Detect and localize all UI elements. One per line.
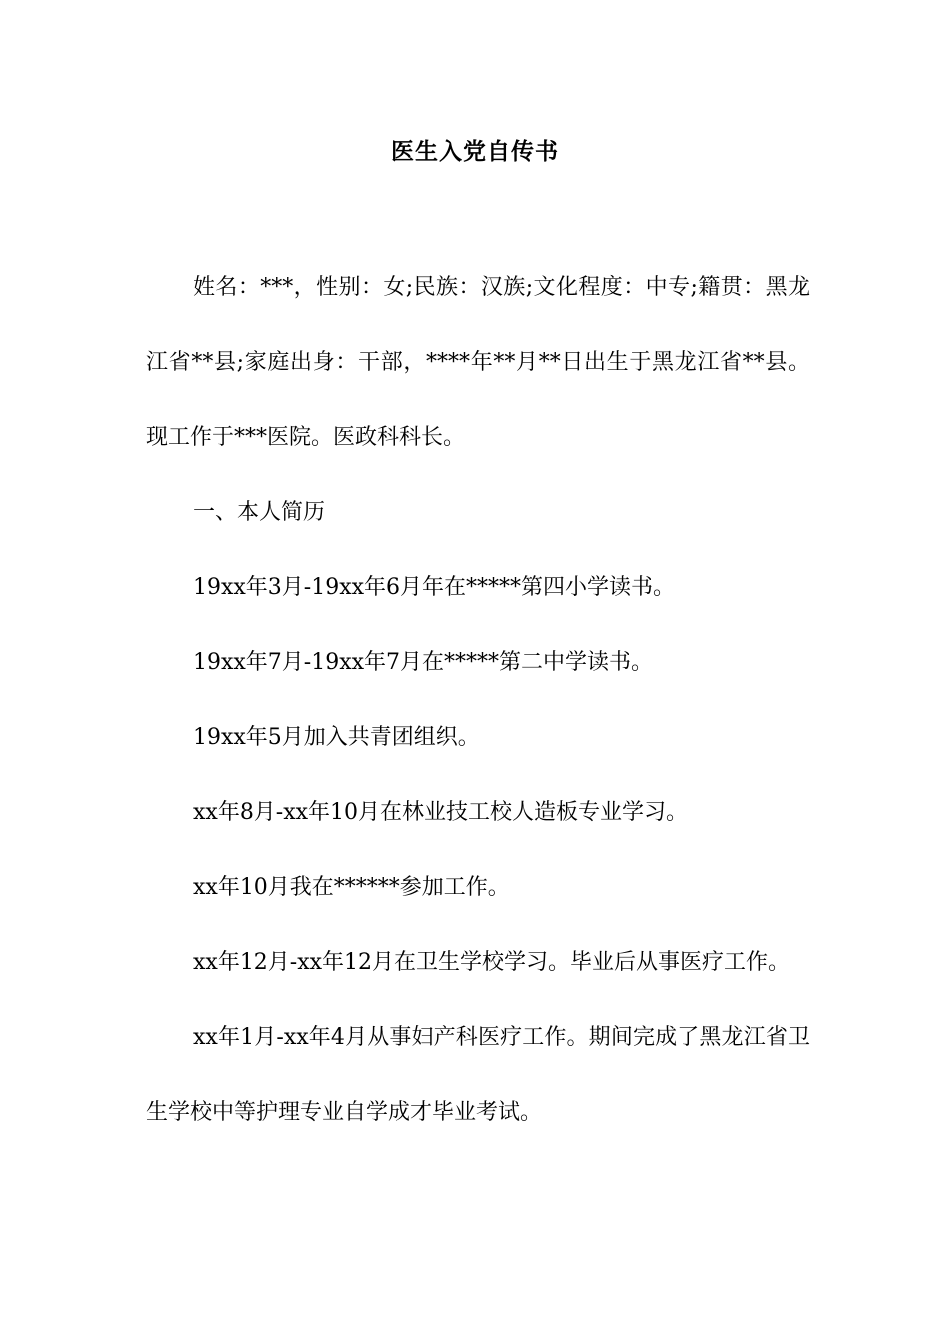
document-body bbox=[146, 250, 810, 1150]
resume-entry: 19xx年5月加入共青团组织。 bbox=[193, 725, 480, 750]
resume-entry: 19xx年3月-19xx年6月年在*****第四小学读书。 bbox=[193, 575, 676, 600]
resume-entry: xx年1月-xx年4月从事妇产科医疗工作。期间完成了黑龙江省卫生学校中等护理专业自学成才毕业考试。 bbox=[146, 1025, 810, 1125]
resume-entry: xx年12月-xx年12月在卫生学校学习。毕业后从事医疗工作。 bbox=[193, 950, 791, 975]
document-title: 医生入党自传书 bbox=[391, 138, 559, 165]
resume-entry: xx年8月-xx年10月在林业技工校人造板专业学习。 bbox=[193, 800, 689, 825]
personal-info-paragraph: 姓名：***，性别：女;民族：汉族;文化程度：中专;籍贯：黑龙江省**县;家庭出身：干部，****年**月**日出生于黑龙江省**县。现工作于***医院。医政科科长。 bbox=[146, 275, 810, 450]
section-heading-resume: 一、本人简历 bbox=[193, 500, 326, 525]
resume-entry: 19xx年7月-19xx年7月在*****第二中学读书。 bbox=[193, 650, 654, 675]
resume-entry: xx年10月我在******参加工作。 bbox=[193, 875, 510, 900]
